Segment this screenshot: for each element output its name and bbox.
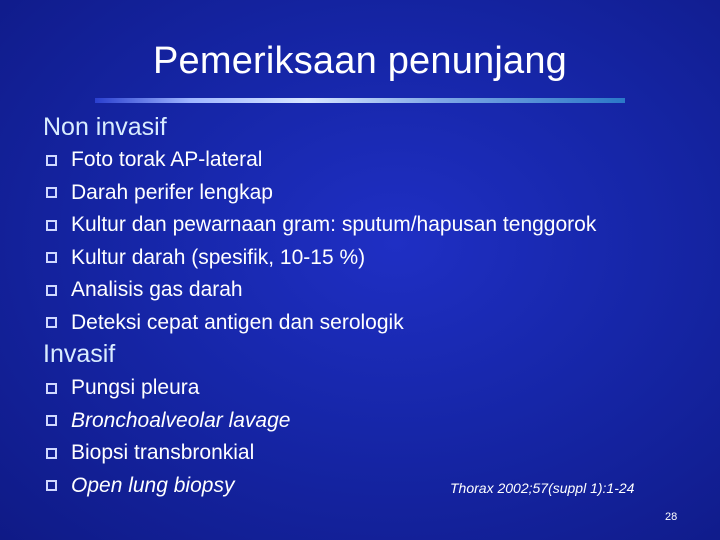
- list-item: [46, 242, 596, 275]
- list-item-text: Darah perifer lengkap: [71, 180, 273, 204]
- square-bullet-icon: [46, 383, 57, 394]
- square-bullet-icon: [46, 252, 57, 263]
- section-heading-invasif: Invasif: [43, 340, 116, 368]
- list-item-text: Analisis gas darah: [71, 278, 243, 302]
- citation: Thorax 2002;57(suppl 1):1-24: [450, 480, 635, 496]
- title-underline: [95, 98, 625, 103]
- section-heading-non-invasif: Non invasif: [43, 113, 167, 141]
- list-item-text: Bronchoalveolar lavage: [71, 408, 291, 432]
- non-invasif-list: [46, 144, 596, 339]
- slide-title: Pemeriksaan penunjang: [152, 40, 568, 82]
- list-item-text: Deteksi cepat antigen dan serologik: [71, 310, 404, 334]
- square-bullet-icon: [46, 285, 57, 296]
- list-item: [46, 307, 596, 340]
- square-bullet-icon: [46, 448, 57, 459]
- list-item: [46, 372, 290, 405]
- square-bullet-icon: [46, 480, 57, 491]
- invasif-list: [46, 372, 290, 502]
- square-bullet-icon: [46, 187, 57, 198]
- list-item-text: Biopsi transbronkial: [71, 441, 255, 465]
- square-bullet-icon: [46, 317, 57, 328]
- list-item: [46, 144, 596, 177]
- page-number: 28: [665, 511, 678, 523]
- list-item: [46, 209, 596, 242]
- list-item-text: Pungsi pleura: [71, 376, 200, 400]
- list-item-text: Foto torak AP-lateral: [71, 148, 263, 172]
- square-bullet-icon: [46, 155, 57, 166]
- list-item: [46, 470, 290, 503]
- list-item: [46, 405, 290, 438]
- list-item: [46, 437, 290, 470]
- list-item-text: Kultur dan pewarnaan gram: sputum/hapusan tenggorok: [71, 213, 597, 237]
- list-item-text: Kultur darah (spesifik, 10-15 %): [71, 245, 366, 269]
- square-bullet-icon: [46, 415, 57, 426]
- list-item-text: Open lung biopsy: [71, 473, 235, 497]
- list-item: [46, 177, 596, 210]
- list-item: [46, 274, 596, 307]
- square-bullet-icon: [46, 220, 57, 231]
